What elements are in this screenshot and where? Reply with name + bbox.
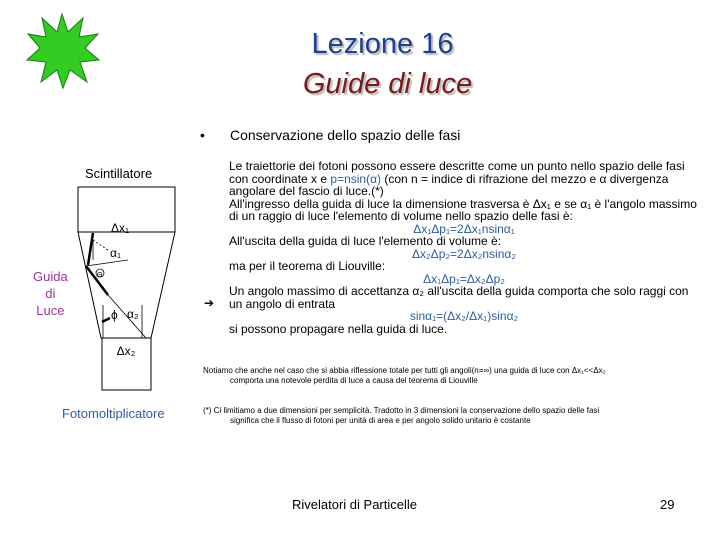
text: (con n = indice di rifrazione del mezzo e α divergenza angolare del fascio di luce.(*): [229, 171, 669, 198]
alpha2-label: α₂: [127, 307, 139, 321]
footnote-line: (*) Ci limitiamo a due dimensioni per semplicità. Tradotto in 3 dimensioni la conservazione dello spazio delle fasi: [203, 406, 600, 415]
note: [203, 366, 703, 386]
page-number: 29: [660, 497, 675, 512]
scintillator-label: Scintillatore: [85, 166, 153, 181]
formula: p=nsin(α): [330, 171, 382, 186]
paragraph: [229, 160, 699, 198]
slide-subtitle: Guide di luce: [302, 68, 473, 100]
dx1-label: Δx₁: [110, 221, 130, 235]
paragraph: All'uscita della guida di luce l'elemento di volume è:: [229, 234, 502, 248]
label-line: Luce: [36, 303, 65, 318]
paragraph: ma per il teorema di Liouville:: [229, 259, 386, 273]
alpha1-label: α₁: [110, 246, 121, 260]
label-line: di: [45, 286, 56, 301]
phi-label: ϕ: [111, 308, 118, 322]
text: Le traiettorie dei fotoni possono essere descritte come un punto nello spazio delle fasi con coordinate x e: [229, 159, 685, 186]
light-guide-diagram: [0, 0, 200, 400]
ray: [88, 233, 93, 265]
theta-label: Θ: [97, 272, 103, 279]
body-text: [229, 160, 699, 335]
equation: Δx₁Δp₁=Δx₂Δp₂: [423, 271, 505, 286]
bullet-icon: •: [200, 127, 205, 143]
paragraph: All'ingresso della guida di luce la dimensione trasversa è Δx₁ e se α₁ è l'angolo massimo di un raggio di luce l'elemento di volume nello spazio delle fasi è:: [229, 196, 697, 223]
dx2-label: Δx₂: [116, 344, 136, 358]
equation: Δx₂Δp₂=2Δx₂nsinα₂: [412, 246, 516, 261]
footnote: [203, 406, 703, 426]
equation: Δx₁Δp₁=2Δx₁nsinα₁: [413, 221, 515, 236]
paragraph: Un angolo massimo di accettanza α₂ all'uscita della guida comporta che solo raggi con un angolo di entrata: [229, 284, 689, 311]
equation: sinα₁=(Δx₂/Δx₁)sinα₂: [409, 309, 519, 323]
light-guide-shape: [78, 232, 175, 338]
slide-title: Lezione 16: [311, 28, 454, 60]
paragraph: si possono propagare nella guida di luce.: [229, 321, 448, 336]
note-line: Notiamo che anche nel caso che si abbia riflessione totale per tutti gli angoli(n=∞) una guida di luce con Δx₁<<Δx₂: [203, 366, 606, 375]
section-heading: Conservazione dello spazio delle fasi: [230, 127, 461, 143]
photomultiplier-label: Fotomoltiplicatore: [62, 406, 165, 421]
arrow-icon: ➔: [204, 296, 215, 310]
footer-text: Rivelatori di Particelle: [292, 497, 417, 512]
note-line: comporta una notevole perdita di luce a causa del teorema di Liouville: [230, 376, 478, 385]
footnote-line: significa che il flusso di fotoni per unità di area e per angolo solido unitario è costante: [230, 416, 531, 425]
light-guide-label: [33, 268, 68, 319]
label-line: Guida: [33, 269, 68, 284]
